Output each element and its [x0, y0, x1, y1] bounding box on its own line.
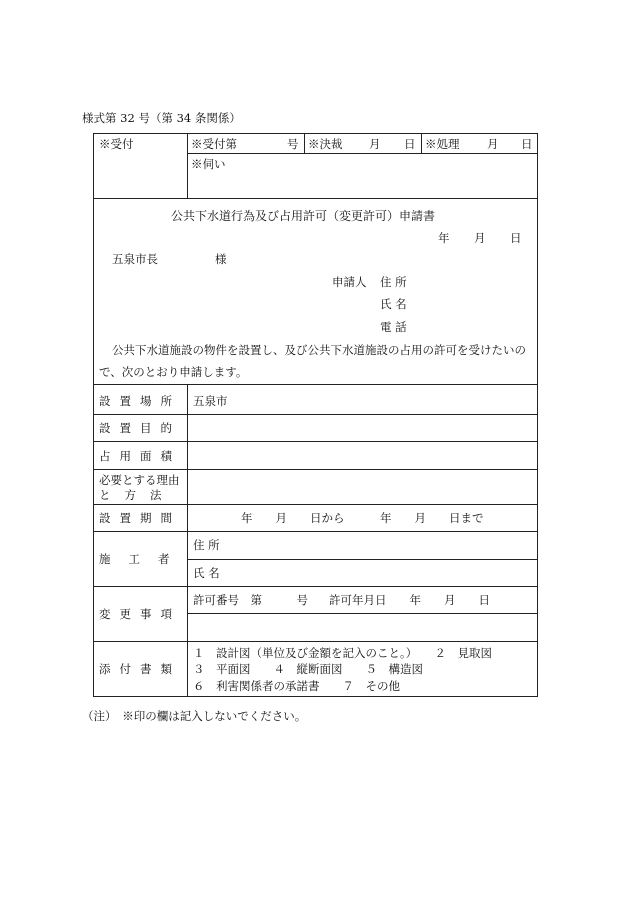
body-text-line-1: 公共下水道施設の物件を設置し、及び公共下水道施設の占用の許可を受けたいの — [112, 343, 526, 357]
rule — [93, 198, 538, 199]
rule — [93, 469, 538, 470]
rule — [93, 414, 538, 415]
rule — [187, 133, 188, 199]
contractor-label: 施工者 — [99, 552, 188, 566]
reason-label-line-2: と方法 — [99, 488, 176, 502]
contractor-name-label: 氏 名 — [193, 566, 220, 580]
applicant-label: 申請人 — [332, 275, 367, 289]
rule — [93, 441, 538, 442]
location-value: 五泉市 — [193, 394, 228, 408]
applicant-name-label: 氏 名 — [380, 297, 407, 311]
table-border-top — [93, 133, 538, 134]
date-year: 年 — [438, 231, 450, 245]
go-label: 号 — [287, 137, 299, 151]
shori-day: 日 — [521, 137, 533, 151]
uketsuke-number-label: ※受付第 — [191, 137, 237, 151]
rule — [187, 559, 538, 560]
rule — [93, 641, 538, 642]
kessai-day: 日 — [404, 137, 416, 151]
addressee-honorific: 様 — [215, 252, 227, 266]
location-label: 設置場所 — [99, 394, 181, 408]
ukagai-label: ※伺い — [191, 157, 226, 171]
table-border-bottom — [93, 696, 538, 697]
shori-month: 月 — [487, 137, 499, 151]
rule — [187, 153, 538, 154]
shori-label: ※処理 — [425, 137, 460, 151]
page-title: 公共下水道行為及び占用許可（変更許可）申請書 — [171, 209, 436, 223]
reason-label-line-1: 必要とする理由 — [99, 473, 180, 487]
period-to: 年 月 日まで — [380, 511, 484, 525]
purpose-label: 設置目的 — [99, 421, 181, 435]
applicant-address-label: 住 所 — [380, 275, 407, 289]
rule — [93, 384, 538, 385]
uketsuke-label: ※受付 — [99, 137, 134, 151]
area-label: 占用面積 — [99, 449, 181, 463]
applicant-phone-label: 電 話 — [380, 320, 407, 334]
kessai-label: ※決裁 — [308, 137, 343, 151]
rule — [304, 133, 305, 154]
form-number: 様式第 32 号（第 34 条関係） — [82, 111, 241, 125]
attachments-line-1: １ 設計図（単位及び金額を記入のこと。） ２ 見取図 — [193, 646, 492, 660]
rule — [93, 531, 538, 532]
kessai-month: 月 — [369, 137, 381, 151]
body-text-line-2: で、次のとおり申請します。 — [99, 365, 248, 379]
period-label: 設置期間 — [99, 511, 181, 525]
attachments-line-2: ３ 平面図 ４ 縦断面図 ５ 構造図 — [193, 662, 423, 676]
footnote: （注） ※印の欄は記入しないでください。 — [82, 709, 307, 723]
contractor-address-label: 住 所 — [193, 538, 220, 552]
permit-number: 許可番号 第 号 — [193, 593, 308, 607]
rule — [93, 504, 538, 505]
permit-date: 許可年月日 年 月 日 — [329, 593, 490, 607]
period-from: 年 月 日から — [241, 511, 345, 525]
rule — [187, 384, 188, 696]
addressee: 五泉市長 — [112, 252, 158, 266]
change-label: 変更事項 — [99, 607, 181, 621]
date-day: 日 — [510, 231, 522, 245]
attachments-line-3: ６ 利害関係者の承諾書 ７ その他 — [193, 679, 400, 693]
rule — [93, 586, 538, 587]
rule — [187, 613, 538, 614]
date-month: 月 — [474, 231, 486, 245]
attachments-label: 添付書類 — [99, 662, 181, 676]
rule — [421, 133, 422, 154]
